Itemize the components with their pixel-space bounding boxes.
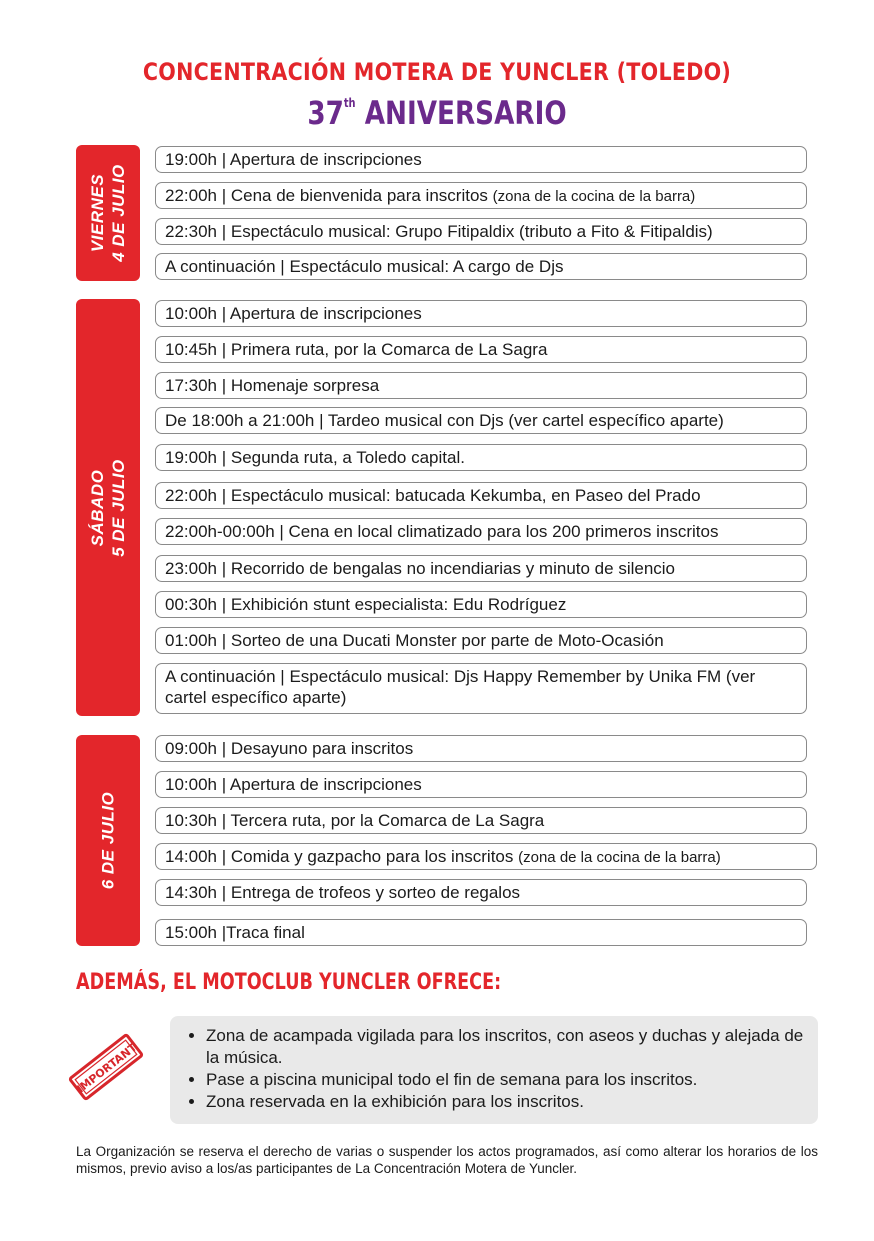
event-text: 10:30h | Tercera ruta, por la Comarca de La Sagra [165, 811, 545, 830]
event-text: 15:00h |Traca final [165, 923, 305, 942]
day-badge-saturday [76, 299, 140, 716]
day-label [87, 459, 129, 557]
event-text: De 18:00h a 21:00h | Tardeo musical con Djs (ver cartel específico aparte) [165, 411, 724, 430]
day-label-line2: 5 DE JULIO [109, 458, 128, 557]
schedule-row [155, 518, 807, 545]
schedule-row [155, 146, 807, 173]
event-text: A continuación | Espectáculo musical: Djs Happy Remember by Unika FM (ver cartel específico aparte) [165, 667, 756, 707]
day-label-line1: VIERNES [88, 173, 107, 253]
day-badge-friday [76, 145, 140, 281]
event-note: (zona de la cocina de la barra) [492, 188, 696, 205]
event-text: A continuación | Espectáculo musical: A cargo de Djs [165, 257, 564, 276]
extras-box [170, 1016, 818, 1124]
footer-disclaimer: La Organización se reserva el derecho de varias o suspender los actos programados, así como alterar los horarios de los mismos, previo aviso a los/as participantes de La Concentración Motera de Yuncler. [76, 1144, 818, 1176]
event-note: (zona de la cocina de la barra) [518, 849, 721, 866]
anniversary-sup: th [343, 96, 356, 110]
schedule-row [155, 591, 807, 618]
day-label-line1: 6 DE JULIO [98, 791, 118, 890]
event-text: 14:30h | Entrega de trofeos y sorteo de regalos [165, 883, 521, 902]
extras-list [184, 1025, 808, 1113]
schedule-row [155, 735, 807, 762]
schedule-row [155, 627, 807, 654]
day-label-line1: SÁBADO [88, 469, 107, 546]
event-text: 10:00h | Apertura de inscripciones [165, 304, 422, 323]
schedule-row [155, 372, 807, 399]
schedule-row [155, 879, 807, 906]
day-label [98, 792, 119, 890]
extras-title: ADEMÁS, EL MOTOCLUB YUNCLER OFRECE: [76, 970, 502, 995]
list-item: • Zona reservada en la exhibición para los inscritos. [206, 1091, 808, 1113]
day-badge-sunday [76, 735, 140, 946]
event-text: 19:00h | Apertura de inscripciones [165, 150, 422, 169]
anniversary-number: 37 [307, 94, 344, 132]
schedule-row [155, 555, 807, 582]
day-label [87, 164, 129, 262]
event-text: 01:00h | Sorteo de una Ducati Monster por parte de Moto-Ocasión [165, 631, 664, 650]
schedule-row [155, 407, 807, 434]
event-text: 19:00h | Segunda ruta, a Toledo capital. [165, 448, 465, 467]
important-stamp-icon [64, 1030, 148, 1104]
schedule-row [155, 218, 807, 245]
schedule-row [155, 771, 807, 798]
list-item: • Pase a piscina municipal todo el fin de semana para los inscritos. [206, 1069, 808, 1091]
schedule-row [155, 663, 807, 714]
event-text: 09:00h | Desayuno para inscritos [165, 739, 414, 758]
stamp-text: IMPORTANT [74, 1040, 140, 1096]
schedule-row [155, 482, 807, 509]
day-label-line2: 4 DE JULIO [109, 164, 128, 262]
event-text: 22:00h | Cena de bienvenida para inscritos [165, 186, 488, 205]
schedule-row [155, 182, 807, 209]
list-item: • Zona de acampada vigilada para los inscritos, con aseos y duchas y alejada de la música. [206, 1025, 808, 1069]
schedule-row [155, 919, 807, 946]
event-text: 23:00h | Recorrido de bengalas no incendiarias y minuto de silencio [165, 559, 676, 578]
schedule-row [155, 253, 807, 280]
schedule-row [155, 336, 807, 363]
event-text: 10:00h | Apertura de inscripciones [165, 775, 422, 794]
page-title: CONCENTRACIÓN MOTERA DE YUNCLER (TOLEDO) [142, 58, 732, 86]
event-text: 22:30h | Espectáculo musical: Grupo Fitipaldix (tributo a Fito & Fitipaldis) [165, 222, 713, 241]
schedule-row [155, 300, 807, 327]
event-text: 14:00h | Comida y gazpacho para los inscritos [165, 847, 514, 866]
schedule-row [155, 843, 817, 870]
event-text: 22:00h | Espectáculo musical: batucada Kekumba, en Paseo del Prado [165, 486, 701, 505]
event-text: 22:00h-00:00h | Cena en local climatizado para los 200 primeros inscritos [165, 522, 719, 541]
schedule-row [155, 807, 807, 834]
schedule-row [155, 444, 807, 471]
event-text: 17:30h | Homenaje sorpresa [165, 376, 380, 395]
event-text: 10:45h | Primera ruta, por la Comarca de La Sagra [165, 340, 548, 359]
anniversary-word: ANIVERSARIO [364, 94, 567, 132]
event-text: 00:30h | Exhibición stunt especialista: Edu Rodríguez [165, 595, 567, 614]
anniversary-heading [79, 94, 796, 132]
